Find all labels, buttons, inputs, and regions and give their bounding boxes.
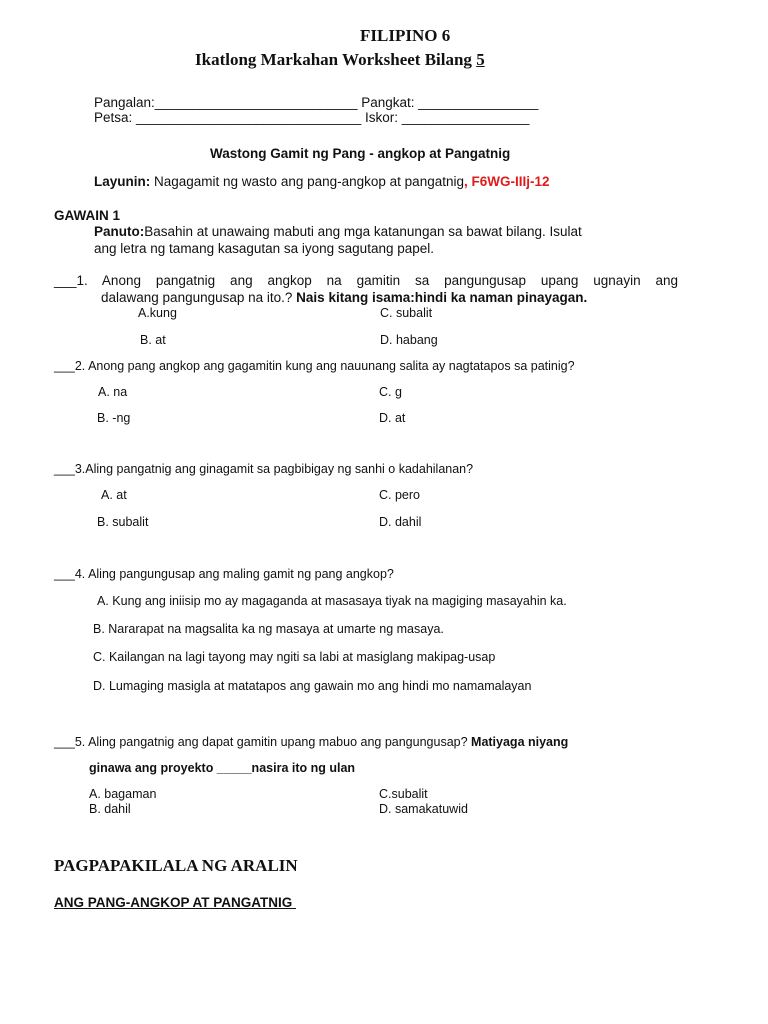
question-1-choice-b: B. at	[140, 333, 166, 347]
objective-comma: ,	[463, 174, 468, 189]
question-5-sentence-end: ginawa ang proyekto _____nasira ito ng ulan	[89, 761, 356, 775]
objective-code: F6WG-IIIj-12	[467, 174, 550, 189]
question-3-choice-a: A. at	[101, 488, 127, 502]
section-subheading: ANG PANG-ANGKOP AT PANGATNIG	[54, 895, 296, 910]
question-4-choice-b: B. Nararapat na magsalita ka ng masaya at umarte ng masaya.	[93, 622, 444, 636]
question-2-choice-b: B. -ng	[97, 411, 131, 425]
question-1-line-2	[101, 290, 587, 305]
question-4-choice-a: A. Kung ang iniisip mo ay magaganda at masasaya tiyak na magiging masayahin ka.	[97, 594, 567, 608]
directions-line-2: ang letra ng tamang kasagutan sa iyong sagutang papel.	[94, 241, 434, 256]
question-2: ___2. Anong pang angkop ang gagamitin kung ang nauunang salita ay nagtatapos sa patinig?	[54, 359, 575, 373]
objective	[94, 174, 550, 189]
question-2-choice-d: D. at	[379, 411, 406, 425]
directions-label: Panuto:	[94, 224, 145, 239]
worksheet-subject: FILIPINO 6	[360, 26, 451, 45]
question-4-choice-c: C. Kailangan na lagi tayong may ngiti sa labi at masiglang makipag-usap	[93, 650, 496, 664]
directions-line-1	[94, 224, 582, 239]
objective-text: Nagagamit ng wasto ang pang-angkop at pangatnig	[150, 174, 464, 189]
question-5	[54, 735, 568, 749]
question-3-choice-d: D. dahil	[379, 515, 422, 529]
question-2-choice-c: C. g	[379, 385, 402, 399]
section-heading: PAGPAPAKILALA NG ARALIN	[54, 856, 298, 875]
worksheet-number: 5	[476, 50, 485, 69]
question-1-choice-d: D. habang	[380, 333, 438, 347]
question-4: ___4. Aling pangungusap ang maling gamit ng pang angkop?	[54, 567, 394, 581]
question-5-choice-c: C.subalit	[379, 787, 428, 801]
question-1-text: dalawang pangungusap na ito.?	[101, 290, 297, 305]
question-5-choice-a: A. bagaman	[89, 787, 157, 801]
question-5-sentence-start: Matiyaga niyang	[471, 735, 569, 749]
activity-title: GAWAIN 1	[54, 208, 121, 223]
question-4-choice-d: D. Lumaging masigla at matatapos ang gawain mo ang hindi mo namamalayan	[93, 679, 532, 693]
question-5-choice-b: B. dahil	[89, 802, 131, 816]
worksheet-title-text: Ikatlong Markahan Worksheet Bilang	[195, 50, 477, 69]
question-1-line-1: ___1. Anong pangatnig ang angkop na gamitin sa pangungusap upang ugnayin ang	[54, 273, 678, 288]
worksheet-title	[195, 50, 485, 70]
question-1-choice-c: C. subalit	[380, 306, 433, 320]
question-5-text: ___5. Aling pangatnig ang dapat gamitin upang mabuo ang pangungusap?	[54, 735, 472, 749]
question-1-choice-a: A.kung	[138, 306, 177, 320]
student-info-line-2: Petsa: ______________________________ Iskor: _________________	[94, 110, 530, 125]
question-3: ___3.Aling pangatnig ang ginagamit sa pagbibigay ng sanhi o kadahilanan?	[54, 462, 474, 476]
question-3-choice-b: B. subalit	[97, 515, 149, 529]
student-info-line-1: Pangalan:___________________________ Pangkat: ________________	[94, 95, 539, 110]
objective-label: Layunin:	[94, 174, 151, 189]
directions-text: Basahin at unawaing mabuti ang mga katanungan sa bawat bilang. Isulat	[144, 224, 582, 239]
question-5-choice-d: D. samakatuwid	[379, 802, 468, 816]
lesson-title: Wastong Gamit ng Pang - angkop at Pangatnig	[210, 146, 511, 161]
question-3-choice-c: C. pero	[379, 488, 420, 502]
question-1-sentence: Nais kitang isama:hindi ka naman pinayagan.	[296, 290, 588, 305]
question-2-choice-a: A. na	[98, 385, 128, 399]
